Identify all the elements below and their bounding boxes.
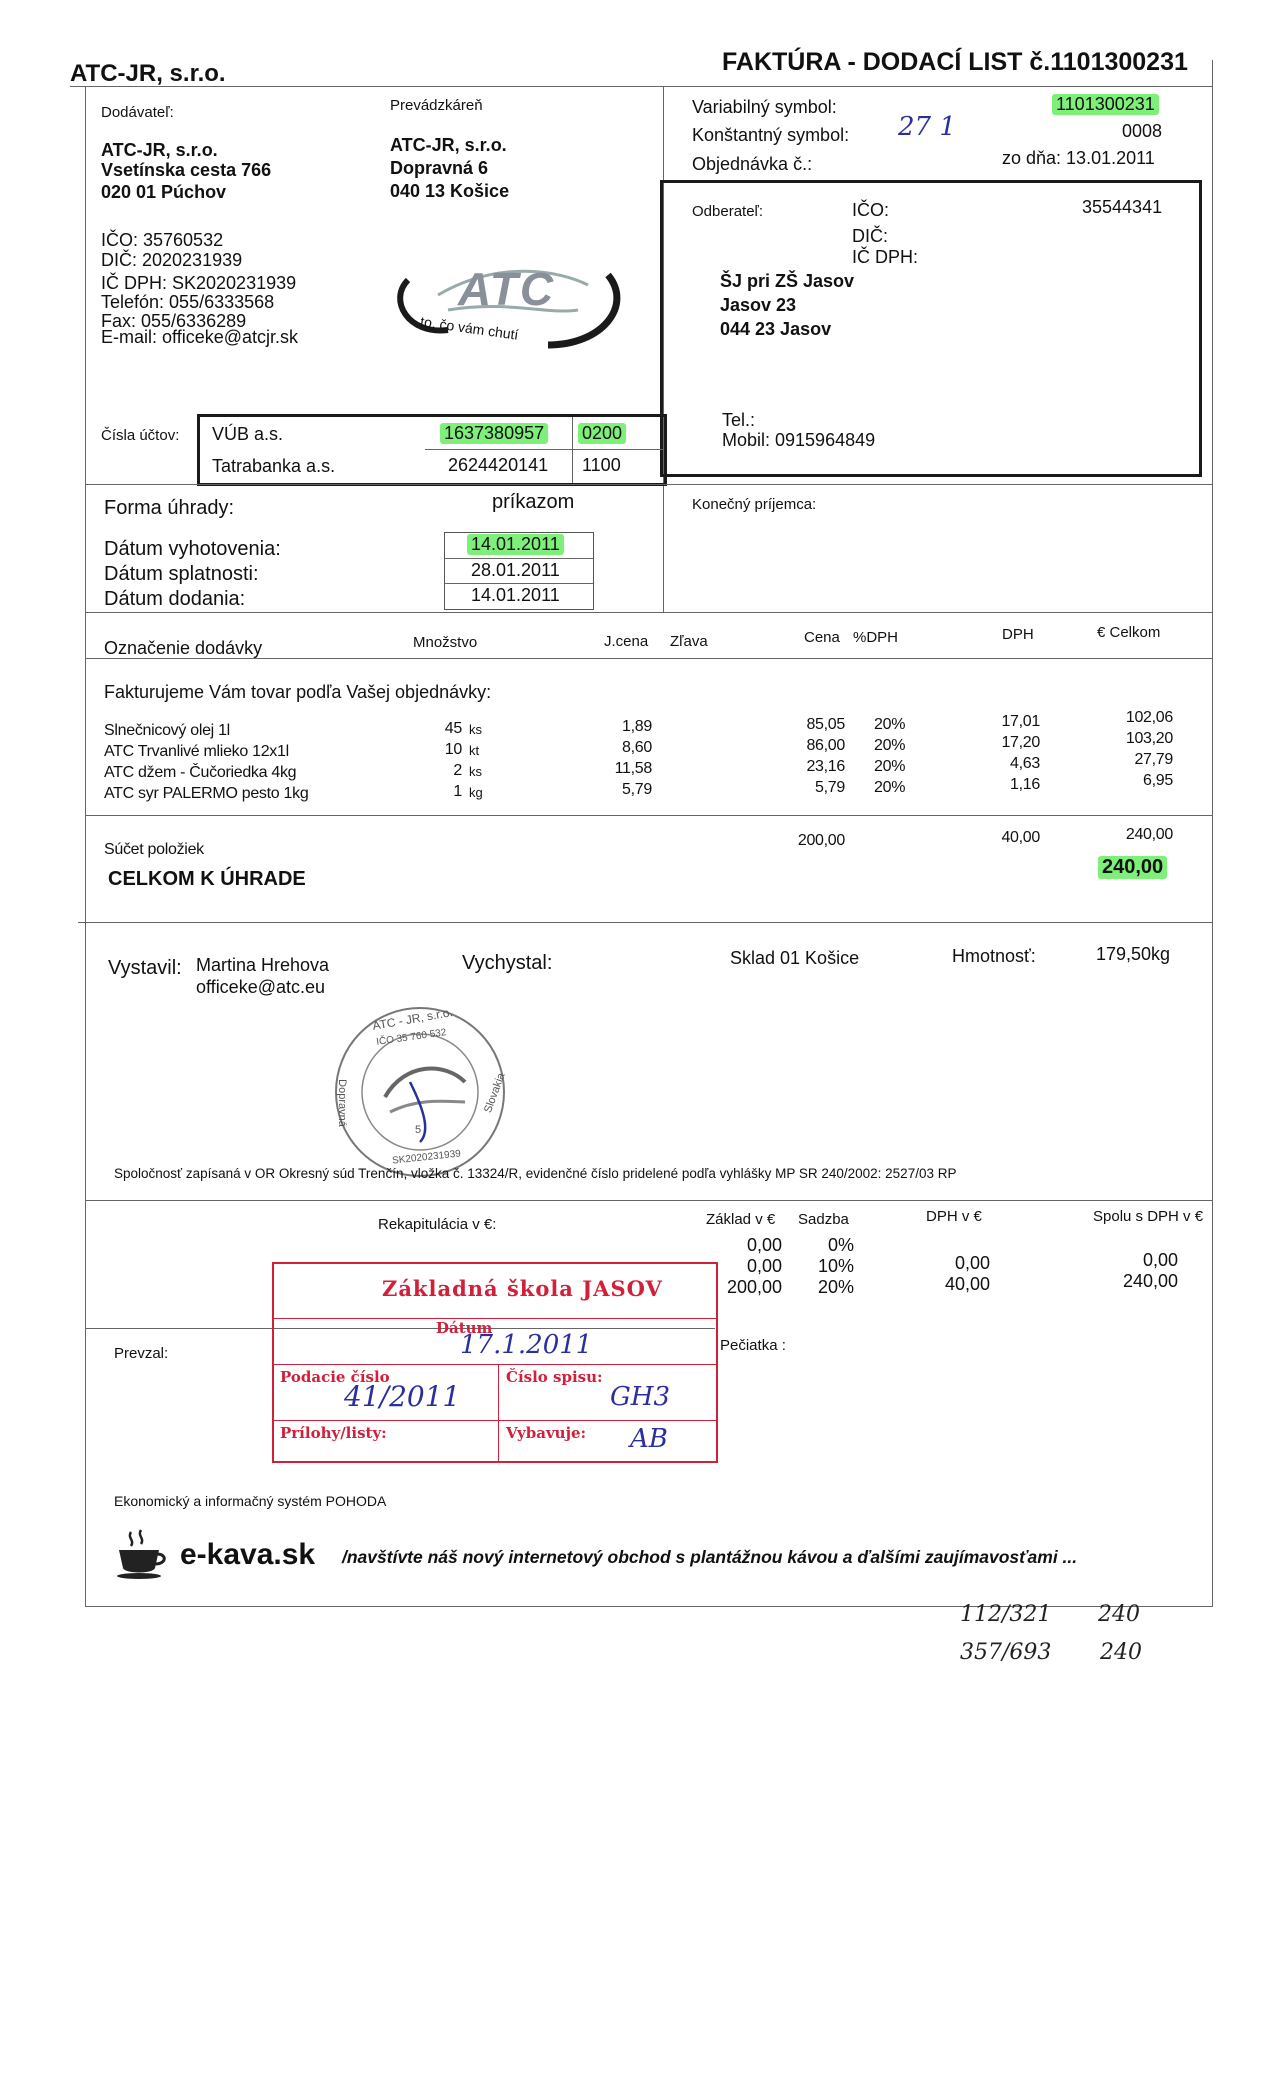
supplier-fax: Fax: 055/6336289 — [101, 311, 247, 331]
school-stamp-file-label: Číslo spisu: — [506, 1368, 603, 1386]
item-total-2: 103,20 — [1125, 730, 1173, 747]
stamp-ico: IČO 35 760 532 — [375, 1027, 448, 1048]
dates-box — [444, 532, 594, 610]
delivery-date-label: Dátum dodania: — [104, 588, 246, 610]
customer-street: Jasov 23 — [720, 295, 797, 315]
grand-total-label: CELKOM K ÚHRADE — [108, 868, 306, 890]
frame-left — [85, 86, 86, 1606]
frame-right — [1212, 60, 1213, 1606]
header-vat: DPH — [1002, 626, 1034, 643]
school-stamp-date-value: 17.1.2011 — [460, 1330, 593, 1360]
issue-date-label: Dátum vyhotovenia: — [104, 538, 281, 560]
item-vat-4: 1,16 — [1010, 776, 1040, 793]
atc-logo — [378, 240, 628, 360]
weight-value: 179,50kg — [1096, 944, 1171, 964]
stamp-left: Dopravná — [335, 1079, 348, 1127]
item-vat-pct-1: 20% — [874, 716, 906, 733]
constant-symbol-handwritten: 27 1 — [898, 112, 956, 142]
header-total: € Celkom — [1097, 624, 1161, 641]
customer-dic-label: DIČ: — [852, 226, 888, 246]
item-price-2: 86,00 — [806, 737, 845, 754]
ad-brand-text: e-kava.sk — [180, 1538, 316, 1571]
recap-header-rate: Sadzba — [798, 1211, 849, 1228]
branch-label: Prevádzkáreň — [390, 97, 483, 114]
item-unit-price-4: 5,79 — [622, 781, 652, 798]
header-vat-pct: %DPH — [853, 629, 899, 646]
item-vat-pct-2: 20% — [874, 737, 906, 754]
logo-text: ATC — [458, 263, 556, 315]
recap-base-3: 200,00 — [726, 1277, 782, 1297]
issued-email: officeke@atc.eu — [196, 977, 326, 997]
sum-total: 240,00 — [1125, 826, 1173, 843]
recap-header-total: Spolu s DPH v € — [1093, 1208, 1204, 1225]
coffee-cup-icon — [113, 1528, 169, 1580]
ad-brand — [180, 1538, 315, 1572]
supplier-email: E-mail: officeke@atcjr.sk — [101, 327, 298, 347]
school-stamp-title: Základná škola JASOV — [382, 1276, 663, 1301]
item-total-1: 102,06 — [1125, 709, 1173, 726]
system-note: Ekonomický a informačný systém POHODA — [114, 1493, 387, 1509]
school-stamp-reg-label: Podacie číslo — [280, 1368, 390, 1386]
item-price-3: 23,16 — [806, 758, 845, 775]
variable-symbol-label: Variabilný symbol: — [692, 97, 837, 117]
sum-vat: 40,00 — [1001, 829, 1040, 846]
recap-rate-1: 0% — [827, 1235, 854, 1255]
due-date-value: 28.01.2011 — [471, 560, 560, 580]
recap-total-2: 0,00 — [1142, 1250, 1178, 1270]
item-qty-2: 10 — [444, 741, 462, 758]
item-name-4: ATC syr PALERMO pesto 1kg — [104, 785, 309, 802]
recap-rate-2: 10% — [817, 1256, 854, 1276]
item-vat-pct-3: 20% — [874, 758, 906, 775]
recap-vat-3: 40,00 — [944, 1274, 990, 1294]
customer-ico-value: 35544341 — [1082, 197, 1163, 217]
constant-symbol-label: Konštantný symbol: — [692, 125, 850, 145]
seal-label: Pečiatka : — [720, 1337, 786, 1354]
supplier-phone: Telefón: 055/6333568 — [101, 292, 275, 312]
items-intro: Fakturujeme Vám tovar podľa Vašej objednávky: — [104, 682, 492, 702]
supplier-street: Vsetínska cesta 766 — [101, 160, 272, 180]
customer-icdph-label: IČ DPH: — [852, 247, 919, 267]
customer-tel-label: Tel.: — [722, 410, 756, 430]
recap-base-2: 0,00 — [746, 1256, 782, 1276]
customer-label: Odberateľ: — [692, 203, 764, 220]
logo-slogan: to, čo vám chutí — [419, 313, 520, 343]
account-bank-1: VÚB a.s. — [212, 424, 284, 444]
account-number-1: 1637380957 — [440, 423, 548, 444]
customer-city: 044 23 Jasov — [720, 319, 832, 339]
item-vat-3: 4,63 — [1010, 755, 1040, 772]
branch-name: ATC-JR, s.r.o. — [390, 135, 507, 155]
customer-name: ŠJ pri ZŠ Jasov — [720, 271, 855, 291]
header-discount: Zľava — [670, 633, 708, 650]
school-stamp-reg-value: 41/2011 — [344, 1380, 461, 1413]
item-name-1: Slnečnicový olej 1l — [104, 722, 230, 739]
item-vat-2: 17,20 — [1001, 734, 1040, 751]
header-price: Cena — [804, 629, 840, 646]
weight-label: Hmotnosť: — [952, 946, 1036, 966]
constant-symbol-value: 0008 — [1122, 121, 1163, 141]
item-vat-1: 17,01 — [1001, 713, 1040, 730]
handwritten-note-2a: 357/693 — [960, 1640, 1052, 1665]
item-unit-4: kg — [469, 785, 483, 800]
header-item: Označenie dodávky — [104, 638, 263, 658]
handwritten-note-2b: 240 — [1100, 1640, 1142, 1665]
recap-base-1: 0,00 — [746, 1235, 782, 1255]
account-bank-2: Tatrabanka a.s. — [212, 456, 336, 476]
customer-mobile: Mobil: 0915964849 — [722, 430, 876, 450]
item-total-4: 6,95 — [1143, 772, 1173, 789]
order-date: zo dňa: 13.01.2011 — [1002, 148, 1155, 168]
school-stamp-date-label: Dátum — [436, 1319, 493, 1337]
issue-date-value: 14.01.2011 — [467, 534, 564, 555]
recap-header-vat: DPH v € — [926, 1208, 982, 1225]
variable-symbol-value: 1101300231 — [1052, 94, 1159, 115]
accounts-box — [197, 414, 667, 486]
item-qty-4: 1 — [453, 783, 462, 800]
school-stamp-handler-label: Vybavuje: — [506, 1424, 587, 1442]
supplier-city: 020 01 Púchov — [101, 182, 227, 202]
item-qty-3: 2 — [453, 762, 462, 779]
ad-text: /navštívte náš nový internetový obchod s plantážnou kávou a ďalšími zaujímavosťami ... — [342, 1547, 1078, 1567]
received-label: Prevzal: — [114, 1345, 169, 1362]
payment-form-label: Forma úhrady: — [104, 497, 235, 519]
item-unit-1: ks — [469, 722, 482, 737]
item-price-4: 5,79 — [815, 779, 845, 796]
customer-ico-label: IČO: — [852, 200, 890, 220]
recap-header-base: Základ v € — [706, 1211, 776, 1228]
school-stamp-handler-value: AB — [630, 1424, 668, 1454]
header-unit-price: J.cena — [604, 633, 649, 650]
branch-city: 040 13 Košice — [390, 181, 510, 201]
branch-street: Dopravná 6 — [390, 158, 489, 178]
school-stamp-attachments-label: Prílohy/listy: — [280, 1424, 387, 1442]
document-title: FAKTÚRA - DODACÍ LIST č.1101300231 — [722, 48, 1188, 76]
sum-label: Súčet položiek — [104, 841, 204, 858]
item-price-1: 85,05 — [806, 716, 845, 733]
school-stamp — [272, 1262, 718, 1463]
supplier-ico: IČO: 35760532 — [101, 230, 224, 250]
payment-form-value: príkazom — [492, 491, 575, 513]
header-rule — [70, 86, 1212, 87]
item-vat-pct-4: 20% — [874, 779, 906, 796]
item-total-3: 27,79 — [1134, 751, 1173, 768]
recap-total-3: 240,00 — [1122, 1271, 1178, 1291]
supplier-icdph: IČ DPH: SK2020231939 — [101, 273, 297, 293]
school-stamp-file-value: GH3 — [610, 1382, 670, 1412]
item-unit-3: ks — [469, 764, 482, 779]
due-date-label: Dátum splatnosti: — [104, 563, 259, 585]
account-code-1: 0200 — [578, 423, 626, 444]
item-unit-price-3: 11,58 — [614, 760, 652, 777]
delivery-date-value: 14.01.2011 — [471, 585, 560, 605]
item-name-3: ATC džem - Čučoriedka 4kg — [104, 764, 297, 781]
stamp-top: ATC - JR, s.r.o. — [371, 1005, 454, 1033]
supplier-label: Dodávateľ: — [101, 104, 174, 121]
warehouse: Sklad 01 Košice — [730, 948, 860, 968]
handwritten-note-1b: 240 — [1098, 1602, 1140, 1627]
recap-vat-2: 0,00 — [954, 1253, 990, 1273]
accounts-label: Čísla účtov: — [101, 427, 180, 444]
item-unit-price-2: 8,60 — [622, 739, 652, 756]
grand-total-value: 240,00 — [1098, 856, 1167, 879]
issued-name: Martina Hrehova — [196, 955, 330, 975]
final-recipient-label: Konečný príjemca: — [692, 496, 817, 513]
company-stamp — [330, 1002, 510, 1182]
stamp-number: 5 — [415, 1124, 422, 1136]
prepared-label: Vychystal: — [462, 952, 553, 974]
recap-title: Rekapitulácia v €: — [378, 1216, 497, 1233]
item-name-2: ATC Trvanlivé mlieko 12x1l — [104, 743, 289, 760]
item-unit-2: kt — [469, 743, 480, 758]
company-header: ATC-JR, s.r.o. — [70, 60, 226, 87]
item-unit-price-1: 1,89 — [622, 718, 652, 735]
supplier-name: ATC-JR, s.r.o. — [101, 140, 218, 160]
stamp-bottom: SK2020231939 — [391, 1148, 462, 1167]
header-qty: Množstvo — [413, 634, 478, 651]
registration-note: Spoločnosť zapísaná v OR Okresný súd Trenčín, vložka č. 13324/R, evidenčné číslo pridelené podľa vyhlášky MP SR 240/2002: 2527/03 RP — [114, 1166, 957, 1181]
order-label: Objednávka č.: — [692, 154, 813, 174]
account-code-2: 1100 — [582, 455, 621, 475]
sum-price: 200,00 — [797, 832, 845, 849]
supplier-dic: DIČ: 2020231939 — [101, 250, 243, 270]
stamp-right: Slovakia — [482, 1071, 508, 1115]
recap-rate-3: 20% — [817, 1277, 854, 1297]
handwritten-note-1a: 112/321 — [960, 1602, 1052, 1627]
item-qty-1: 45 — [444, 720, 462, 737]
issued-label: Vystavil: — [108, 957, 182, 979]
account-number-2: 2624420141 — [448, 455, 549, 475]
